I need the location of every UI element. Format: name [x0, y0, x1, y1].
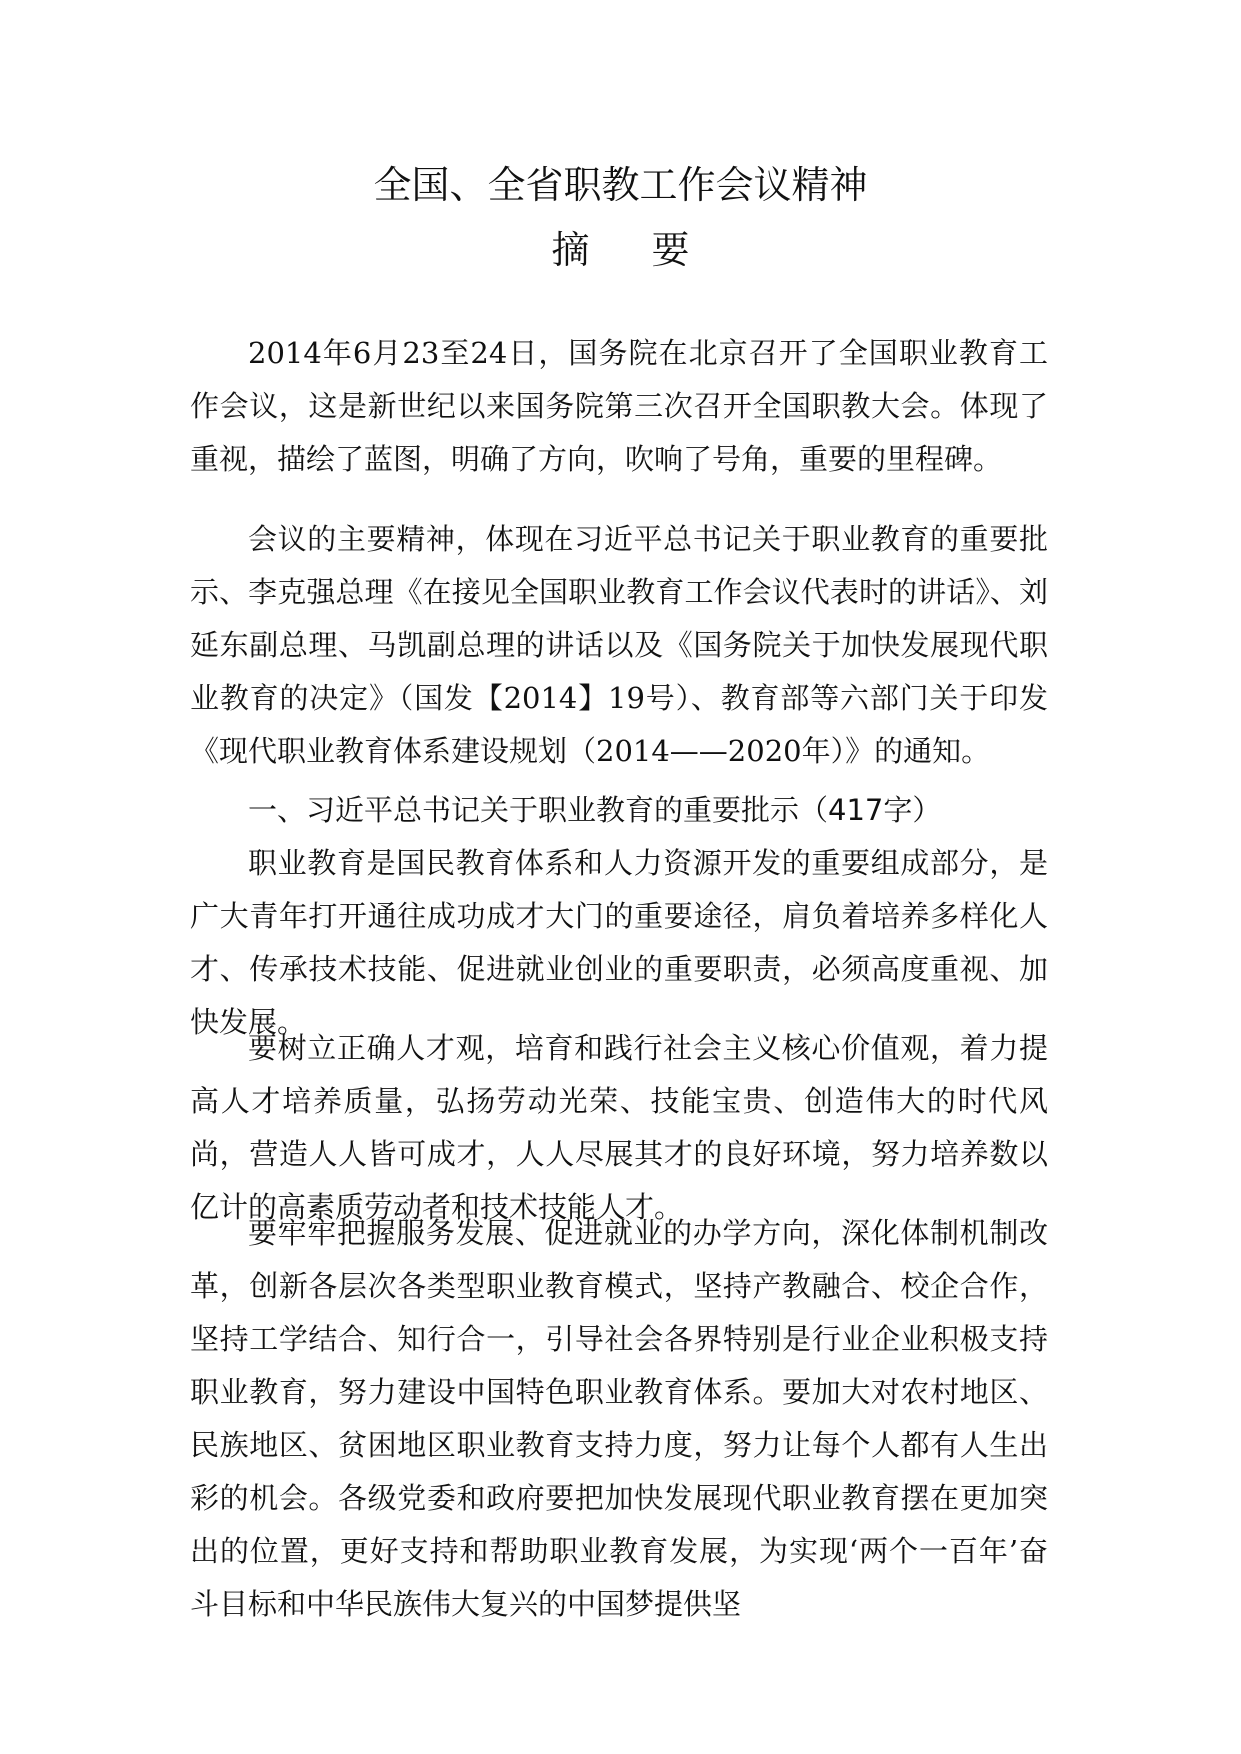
paragraph-vocational-role: 职业教育是国民教育体系和人力资源开发的重要组成部分，是广大青年打开通往成功成才大门的重要途径，肩负着培养多样化人才、传承技术技能、促进就业创业的重要职责，必须高度重视、加快发展。 — [190, 846, 1048, 1039]
document-title: 全国、全省职教工作会议精神 — [373, 163, 868, 207]
section-heading-1: 一、习近平总书记关于职业教育的重要批示（417字） — [248, 793, 942, 827]
document-subtitle: 摘要 — [551, 228, 752, 272]
paragraph-reform-direction: 要牢牢把握服务发展、促进就业的办学方向，深化体制机制改革，创新各层次各类型职业教育模式，坚持产教融合、校企合作，坚持工学结合、知行合一，引导社会各界特别是行业企业积极支持职业教育，努力建设中国特色职业教育体系。要加大对农村地区、民族地区、贫困地区职业教育支持力度，努力让每个人都有人生出彩的机会。各级党委和政府要把加快发展现代职业教育摆在更加突出的位置，更好支持和帮助职业教育发展，为实现‘两个一百年’奋斗目标和中华民族伟大复兴的中国梦提供坚 — [190, 1216, 1048, 1621]
paragraph-main-spirit: 会议的主要精神，体现在习近平总书记关于职业教育的重要批示、李克强总理《在接见全国职业教育工作会议代表时的讲话》、刘延东副总理、马凯副总理的讲话以及《国务院关于加快发展现代职业教育的决定》（国发【2014】19号）、教育部等六部门关于印发《现代职业教育体系建设规划（2014——2020年）》的通知。 — [190, 522, 1048, 768]
paragraph-talent-view: 要树立正确人才观，培育和践行社会主义核心价值观，着力提高人才培养质量，弘扬劳动光荣、技能宝贵、创造伟大的时代风尚，营造人人皆可成才，人人尽展其才的良好环境，努力培养数以亿计的高素质劳动者和技术技能人才。 — [190, 1031, 1048, 1224]
paragraph-intro: 2014年6月23至24日，国务院在北京召开了全国职业教育工作会议，这是新世纪以来国务院第三次召开全国职教大会。体现了重视，描绘了蓝图，明确了方向，吹响了号角，重要的里程碑。 — [190, 336, 1048, 476]
